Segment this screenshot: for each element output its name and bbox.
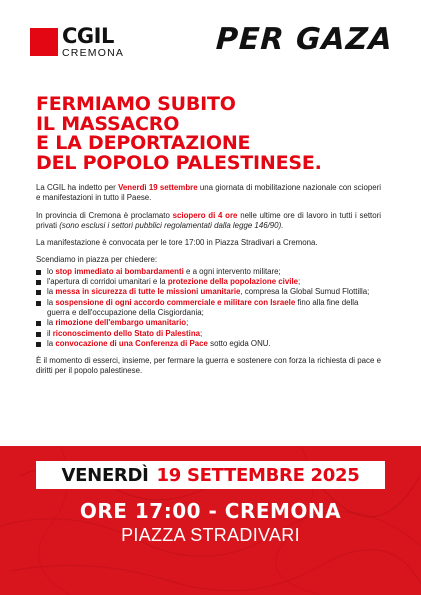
- cgil-logo-text: [62, 26, 124, 59]
- event-date: 19 SETTEMBRE 2025: [156, 464, 360, 486]
- paragraph-strike-hours: [36, 211, 381, 232]
- text-span: fino alla fine della guerra e dell'occupazione della Cisgiordania;: [47, 297, 359, 317]
- event-time-place: ORE 17:00 - CREMONA: [79, 499, 342, 523]
- text-span: una giornata di mobilitazione nazionale con scioperi e manifestazioni in tutto il Paese.: [36, 183, 382, 203]
- text-span: la: [47, 297, 56, 307]
- demand-highlight: rimozione dell'embargo umanitario: [55, 318, 187, 328]
- slogan-title: PER GAZA: [215, 22, 394, 57]
- logo-name: CGIL: [62, 24, 114, 48]
- text-span: lo: [47, 266, 56, 276]
- demand-highlight: convocazione di una Conferenza di Pace: [55, 338, 208, 348]
- text-span: e a ogni intervento militare;: [183, 266, 281, 276]
- headline: [36, 95, 396, 173]
- logo-city: CREMONA: [62, 47, 125, 59]
- cgil-logo-mark: [30, 28, 58, 56]
- demand-highlight: sospensione di ogni accordo commerciale e militare con Israele: [55, 297, 296, 307]
- text-span: la: [47, 318, 56, 328]
- event-day: VENERDÌ: [61, 464, 149, 486]
- headline-line: FERMIAMO SUBITO: [36, 93, 236, 115]
- paragraph-demonstration: La manifestazione è convocata per le tore 17:00 in Piazza Stradivari a Cremona.: [36, 238, 318, 248]
- text-span: il: [47, 328, 53, 338]
- list-item: [36, 298, 381, 319]
- demand-highlight: messa in sicurezza di tutte le missioni umanitarie: [55, 287, 241, 297]
- list-item: [36, 287, 381, 297]
- event-square: PIAZZA STRADIVARI: [121, 525, 300, 545]
- text-span: ;: [200, 328, 203, 338]
- highlight-strike: sciopero di 4 ore: [172, 210, 238, 220]
- event-date-box: [36, 461, 385, 489]
- demand-highlight: protezione della popolazione civile: [167, 277, 299, 287]
- list-item: [36, 329, 381, 339]
- text-span: la: [47, 287, 56, 297]
- text-span: l'apertura di corridoi umanitari e la: [47, 277, 168, 287]
- paragraph-strike-call: [36, 183, 381, 204]
- text-span: In provincia di Cremona è proclamato: [36, 210, 173, 220]
- text-span: la: [47, 338, 56, 348]
- text-span: La CGIL ha indetto per: [36, 183, 119, 192]
- exclusion-note: (sono esclusi i settori pubblici regolamentati dalla legge 146/90).: [59, 220, 284, 230]
- list-item: [36, 267, 381, 277]
- body-text: [36, 183, 381, 384]
- demand-highlight: stop immediato ai bombardamenti: [55, 266, 184, 276]
- headline-line: IL MASSACRO: [36, 112, 180, 135]
- list-item: [36, 339, 381, 349]
- cgil-logo: [30, 26, 124, 59]
- text-span: , compresa la Global Sumud Flottilla;: [240, 287, 370, 297]
- text-span: sotto egida ONU.: [207, 338, 271, 348]
- demand-highlight: riconoscimento dello Stato di Palestina: [52, 328, 201, 338]
- demands-intro: Scendiamo in piazza per chiedere:: [36, 255, 158, 265]
- headline-line: DEL POPOLO PALESTINESE.: [36, 151, 322, 174]
- closing-paragraph: È il momento di esserci, insieme, per fermare la guerra e sostenere con forza la richiesta di pace e diritti per il popolo palestinese.: [36, 356, 381, 376]
- text-span: ;: [186, 318, 189, 328]
- list-item: [36, 277, 381, 287]
- text-span: ;: [298, 277, 301, 287]
- headline-line: E LA DEPORTAZIONE: [36, 132, 251, 154]
- highlight-date: Venerdì 19 settembre: [118, 183, 198, 192]
- demands-list: [36, 267, 381, 349]
- list-item: [36, 318, 381, 328]
- text-span: nelle ultime ore di lavoro in tutti i settori privati: [36, 210, 382, 230]
